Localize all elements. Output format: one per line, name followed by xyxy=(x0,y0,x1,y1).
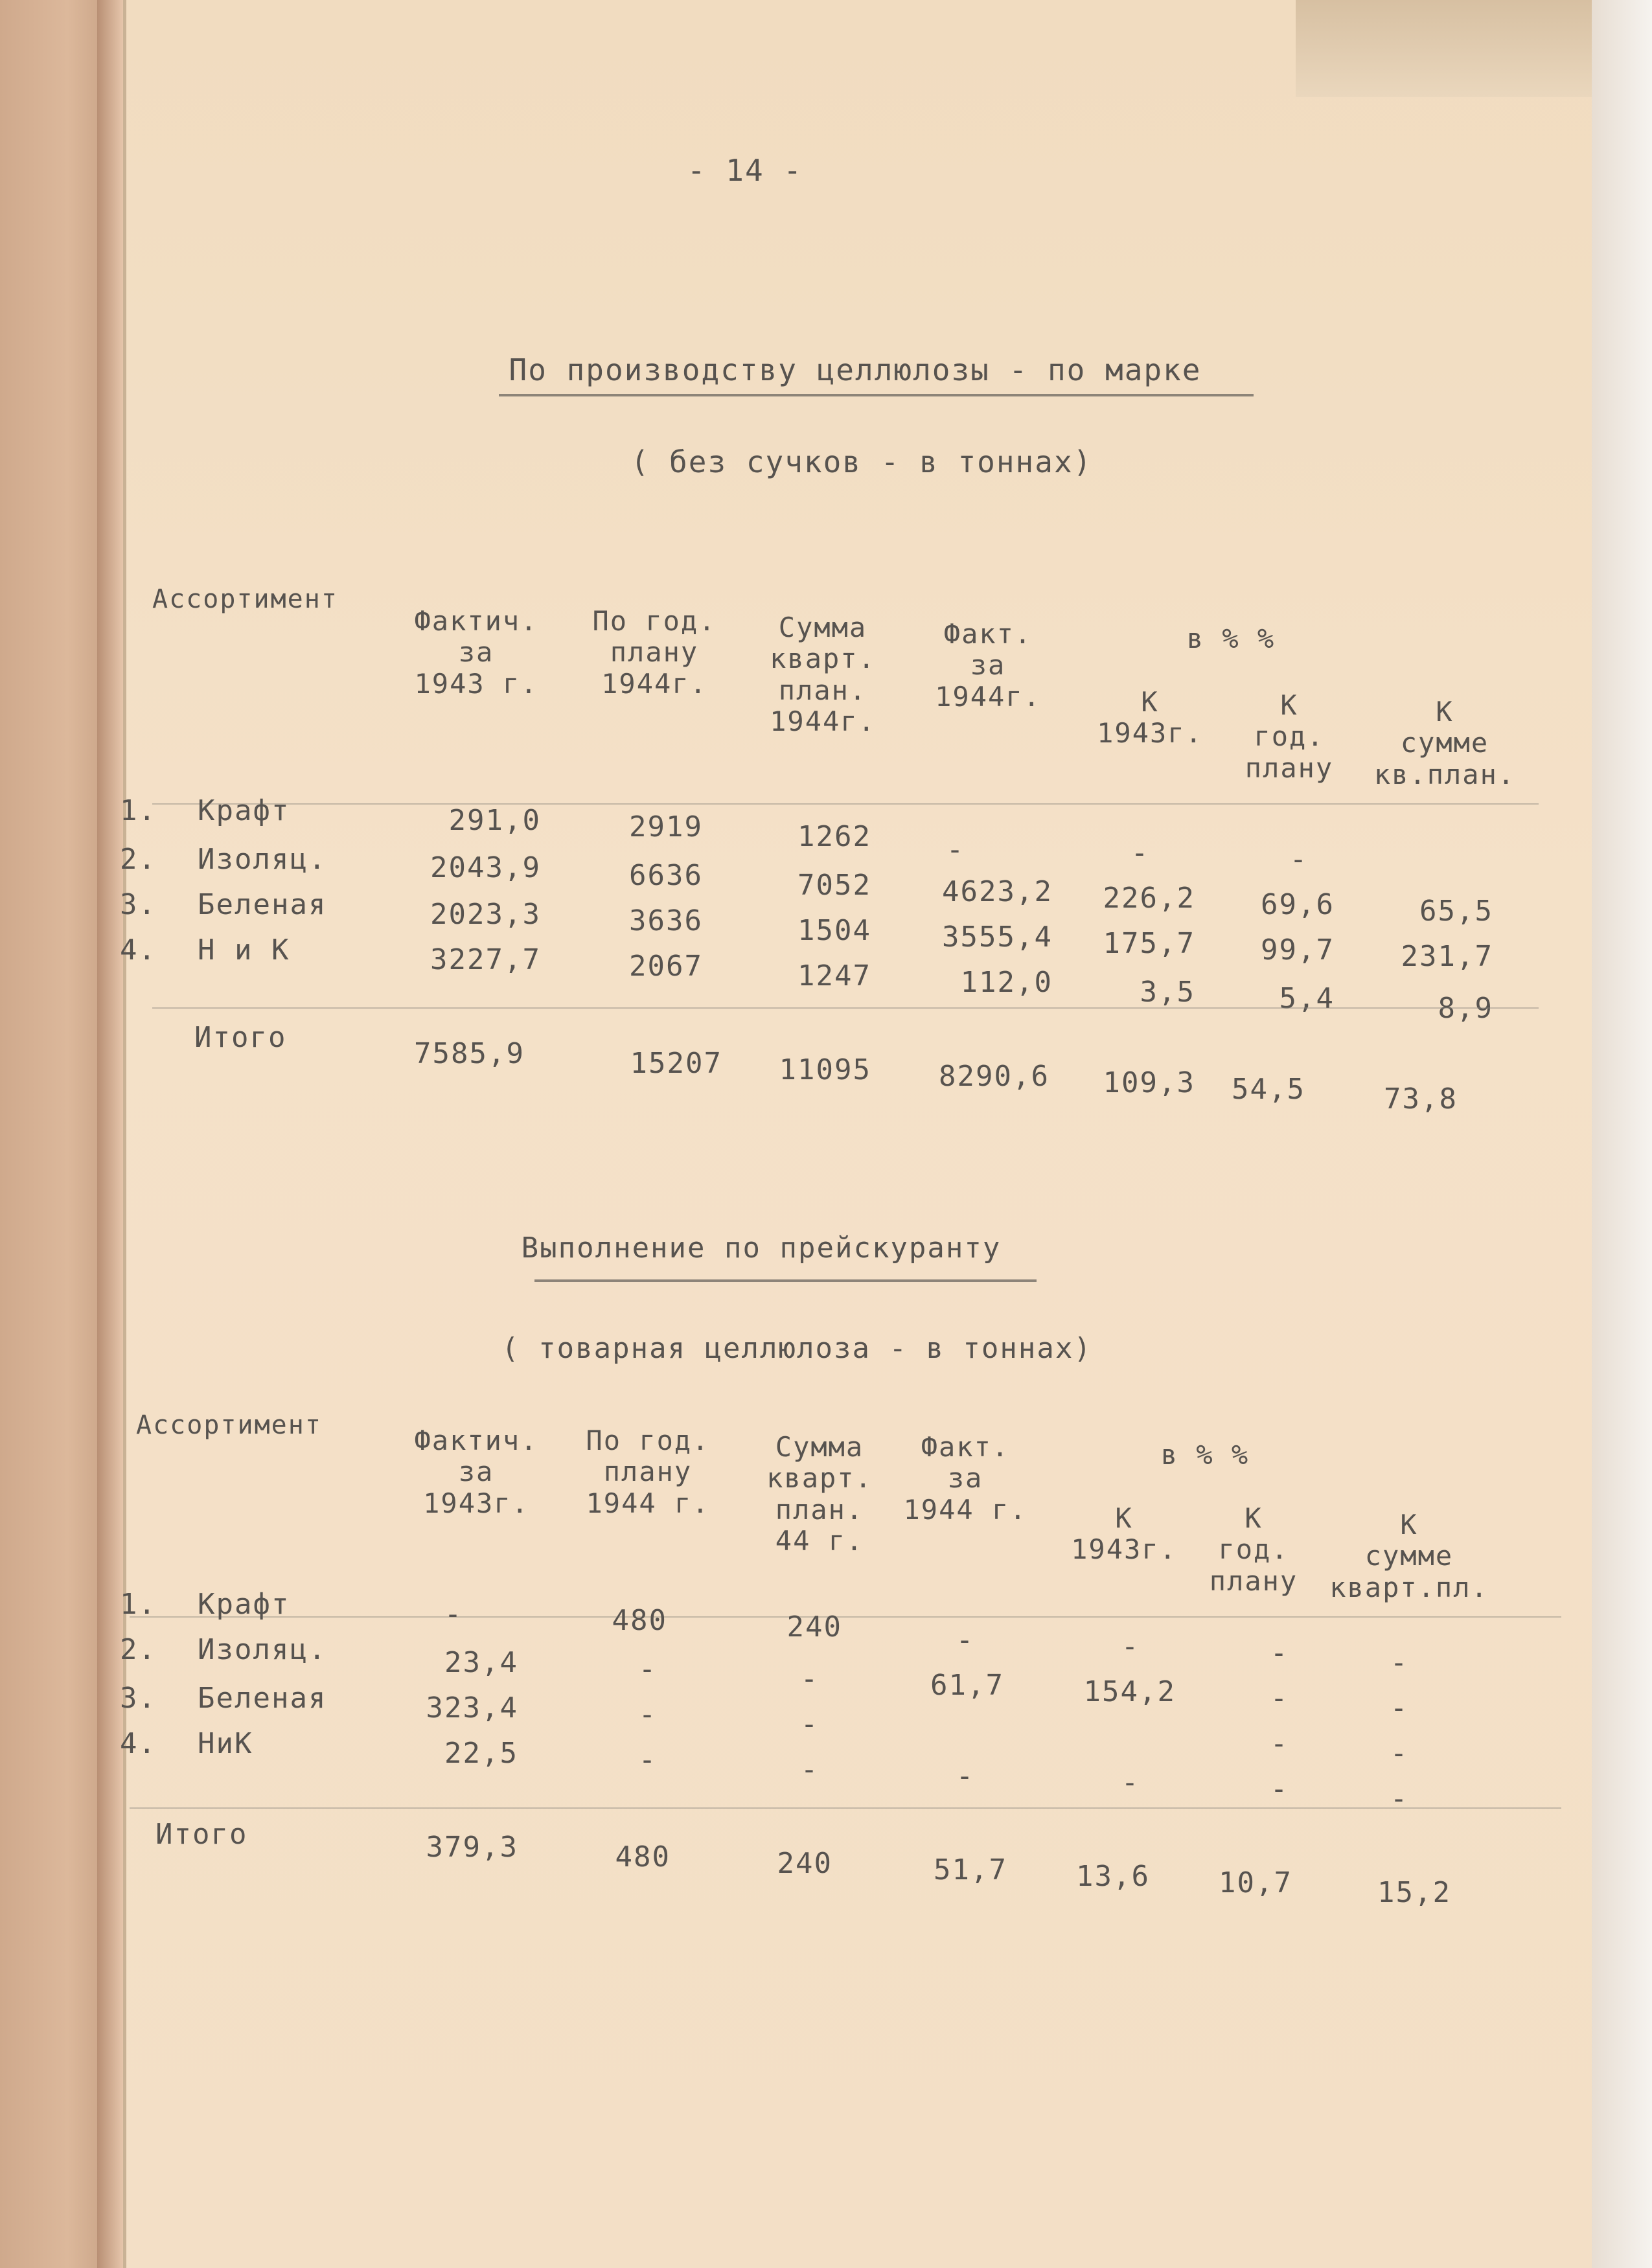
table1-header-pct-year-plan: К год. плану xyxy=(1245,689,1334,784)
table2-header-fact-1944: Факт. за 1944 г. xyxy=(903,1431,1027,1526)
table1-row-2-name: Изоляц. xyxy=(198,843,327,876)
table1-title-underline xyxy=(499,394,1254,396)
table1-header-assortment: Ассортимент xyxy=(152,584,338,614)
table2-row-1-name: Крафт xyxy=(198,1588,290,1621)
table1-header-pct-group: в % % xyxy=(1186,623,1276,654)
table2-subtitle: ( товарная целлюлоза - в тоннах) xyxy=(501,1332,1092,1365)
table1-row-4-name: Н и К xyxy=(198,934,290,967)
table2-row-1-pct-sum-plan: - xyxy=(1390,1646,1409,1679)
table1-header-plan-1944: По год. плану 1944г. xyxy=(592,605,717,700)
table1-row-1-sum-quarter: 1262 xyxy=(797,820,871,853)
table1-header-sum-quarter: Сумма кварт. план. 1944г. xyxy=(770,612,876,737)
table2-row-4-fact-1943: 22,5 xyxy=(444,1737,518,1770)
table1-row-2-plan-1944: 6636 xyxy=(629,859,703,892)
table1-row-3-fact-1943: 2023,3 xyxy=(430,898,541,931)
table1-row-1-fact-1944: - xyxy=(946,833,965,866)
table2-row-2-sum-quarter: - xyxy=(800,1662,820,1695)
table2-row-3-name: Беленая xyxy=(198,1682,327,1715)
table2-row-4-pct-sum-plan: - xyxy=(1390,1782,1409,1815)
table2-total-label: Итого xyxy=(155,1818,248,1851)
table1-row-1-plan-1944: 2919 xyxy=(629,810,703,843)
table1-row-3-name: Беленая xyxy=(198,888,327,921)
table2-total-plan-1944: 480 xyxy=(615,1840,671,1873)
table1-row-3-pct-sum-plan: 231,7 xyxy=(1401,940,1493,973)
table2-row-4-plan-1944: - xyxy=(638,1743,658,1776)
table2-header-pct-group: в % % xyxy=(1160,1439,1250,1471)
table2-row-1-sum-quarter: 240 xyxy=(786,1610,842,1644)
table1-total-sum-quarter: 11095 xyxy=(779,1053,871,1086)
table2-total-fact-1943: 379,3 xyxy=(426,1831,518,1864)
page-number: - 14 - xyxy=(687,153,803,188)
table1-row-2-pct-1943: 226,2 xyxy=(1103,882,1195,915)
binding-edge xyxy=(97,0,123,2268)
table2-row-4-pct-year-plan: - xyxy=(1270,1772,1289,1805)
table2-row-3-fact-1943: 323,4 xyxy=(426,1691,518,1724)
table1-row-2-pct-year-plan: 69,6 xyxy=(1261,888,1335,921)
table1-row-2-fact-1943: 2043,9 xyxy=(430,851,541,884)
table2-row-4-sum-quarter: - xyxy=(800,1753,820,1786)
table2-total-pct-1943: 13,6 xyxy=(1076,1860,1150,1893)
table1-row-3-sum-quarter: 1504 xyxy=(797,914,871,947)
table2-total-fact-1944: 51,7 xyxy=(934,1853,1007,1886)
table2-row-4-fact-1944: - xyxy=(956,1759,975,1793)
table1-row-2-fact-1944: 4623,2 xyxy=(942,875,1053,908)
table1-header-fact-1943: Фактич. за 1943 г. xyxy=(414,605,538,700)
table2-row-1-pct-1943: - xyxy=(1121,1630,1140,1663)
table2-total-pct-year-plan: 10,7 xyxy=(1219,1866,1292,1899)
table2-title: Выполнение по прейскуранту xyxy=(521,1231,1002,1265)
table1-header-fact-1944: Факт. за 1944г. xyxy=(935,618,1041,713)
table1-total-fact-1943: 7585,9 xyxy=(414,1037,525,1070)
table2-title-underline xyxy=(534,1279,1037,1282)
table2-row-2-pct-sum-plan: - xyxy=(1390,1691,1409,1724)
table1-total-pct-sum-plan: 73,8 xyxy=(1384,1082,1458,1116)
table1-row-4-fact-1944: 112,0 xyxy=(960,966,1053,999)
table2-total-pct-sum-plan: 15,2 xyxy=(1377,1876,1451,1909)
table2-header-plan-1944: По год. плану 1944 г. xyxy=(586,1425,710,1519)
table1-row-4-pct-year-plan: 5,4 xyxy=(1279,982,1335,1015)
table2-row-3-num: 3. xyxy=(120,1682,157,1715)
table1-header-rule xyxy=(152,803,1539,805)
table1-row-4-num: 4. xyxy=(120,934,157,967)
table1-row-4-pct-1943: 3,5 xyxy=(1140,976,1195,1009)
table1-row-4-plan-1944: 2067 xyxy=(629,950,703,983)
table1-row-1-name: Крафт xyxy=(198,794,290,827)
table1-row-3-pct-1943: 175,7 xyxy=(1103,927,1195,960)
table2-row-1-fact-1943: - xyxy=(444,1598,463,1631)
table2-total-sum-quarter: 240 xyxy=(777,1847,832,1880)
document-page xyxy=(126,0,1592,2268)
table1-title: По производству целлюлозы - по марке xyxy=(509,352,1202,387)
table2-row-4-pct-1943: - xyxy=(1121,1766,1140,1799)
table2-total-rule xyxy=(130,1807,1561,1809)
table1-row-1-num: 1. xyxy=(120,794,157,827)
table2-header-fact-1943: Фактич. за 1943г. xyxy=(414,1425,538,1519)
table1-row-4-sum-quarter: 1247 xyxy=(797,959,871,992)
table2-row-3-sum-quarter: - xyxy=(800,1708,820,1741)
table2-row-3-plan-1944: - xyxy=(638,1698,658,1731)
scan-background xyxy=(1592,0,1652,2268)
table2-header-rule xyxy=(130,1616,1561,1618)
table1-total-label: Итого xyxy=(194,1021,287,1054)
table2-row-1-pct-year-plan: - xyxy=(1270,1636,1289,1669)
table2-row-4-name: НиК xyxy=(198,1727,253,1760)
table1-row-3-pct-year-plan: 99,7 xyxy=(1261,934,1335,967)
table1-row-1-pct-year-plan: - xyxy=(1289,843,1309,876)
table2-row-2-name: Изоляц. xyxy=(198,1633,327,1666)
table1-total-rule xyxy=(152,1007,1539,1009)
table2-row-2-num: 2. xyxy=(120,1633,157,1666)
table1-row-3-plan-1944: 3636 xyxy=(629,904,703,937)
table1-row-4-fact-1943: 3227,7 xyxy=(430,943,541,976)
table2-row-4-num: 4. xyxy=(120,1727,157,1760)
table1-total-pct-1943: 109,3 xyxy=(1103,1066,1195,1099)
table1-row-1-pct-1943: - xyxy=(1130,836,1150,869)
table2-row-3-fact-1944: 61,7 xyxy=(930,1669,1004,1702)
table2-header-sum-quarter: Сумма кварт. план. 44 г. xyxy=(766,1431,873,1557)
table2-row-3-pct-sum-plan: - xyxy=(1390,1737,1409,1770)
table1-total-plan-1944: 15207 xyxy=(630,1047,722,1080)
table2-header-pct-sum-plan: К сумме кварт.пл. xyxy=(1329,1509,1489,1603)
table1-total-pct-year-plan: 54,5 xyxy=(1232,1073,1305,1106)
table2-row-1-num: 1. xyxy=(120,1588,157,1621)
table1-row-3-num: 3. xyxy=(120,888,157,921)
table2-row-1-fact-1944: - xyxy=(956,1623,975,1656)
table2-row-2-plan-1944: - xyxy=(638,1653,658,1686)
table2-row-3-pct-year-plan: - xyxy=(1270,1727,1289,1760)
table1-row-3-fact-1944: 3555,4 xyxy=(942,921,1053,954)
table1-header-pct-sum-plan: К сумме кв.план. xyxy=(1373,696,1516,790)
table2-header-pct-year-plan: К год. плану xyxy=(1209,1502,1298,1597)
table2-header-pct-1943: К 1943г. xyxy=(1071,1502,1177,1566)
table2-row-2-pct-year-plan: - xyxy=(1270,1682,1289,1715)
table2-row-3-pct-1943: 154,2 xyxy=(1083,1675,1176,1708)
table1-subtitle: ( без сучков - в тоннах) xyxy=(630,444,1093,479)
table2-row-2-fact-1943: 23,4 xyxy=(444,1646,518,1679)
table1-row-2-pct-sum-plan: 65,5 xyxy=(1419,895,1493,928)
table2-header-assortment: Ассортимент xyxy=(136,1410,322,1440)
table1-header-pct-1943: К 1943г. xyxy=(1097,686,1203,750)
table2-row-1-plan-1944: 480 xyxy=(612,1604,667,1637)
table1-row-2-sum-quarter: 7052 xyxy=(797,869,871,902)
table1-row-4-pct-sum-plan: 8,9 xyxy=(1438,992,1493,1025)
table1-row-1-fact-1943: 291,0 xyxy=(448,804,541,837)
table1-total-fact-1944: 8290,6 xyxy=(939,1060,1050,1093)
table1-row-2-num: 2. xyxy=(120,843,157,876)
